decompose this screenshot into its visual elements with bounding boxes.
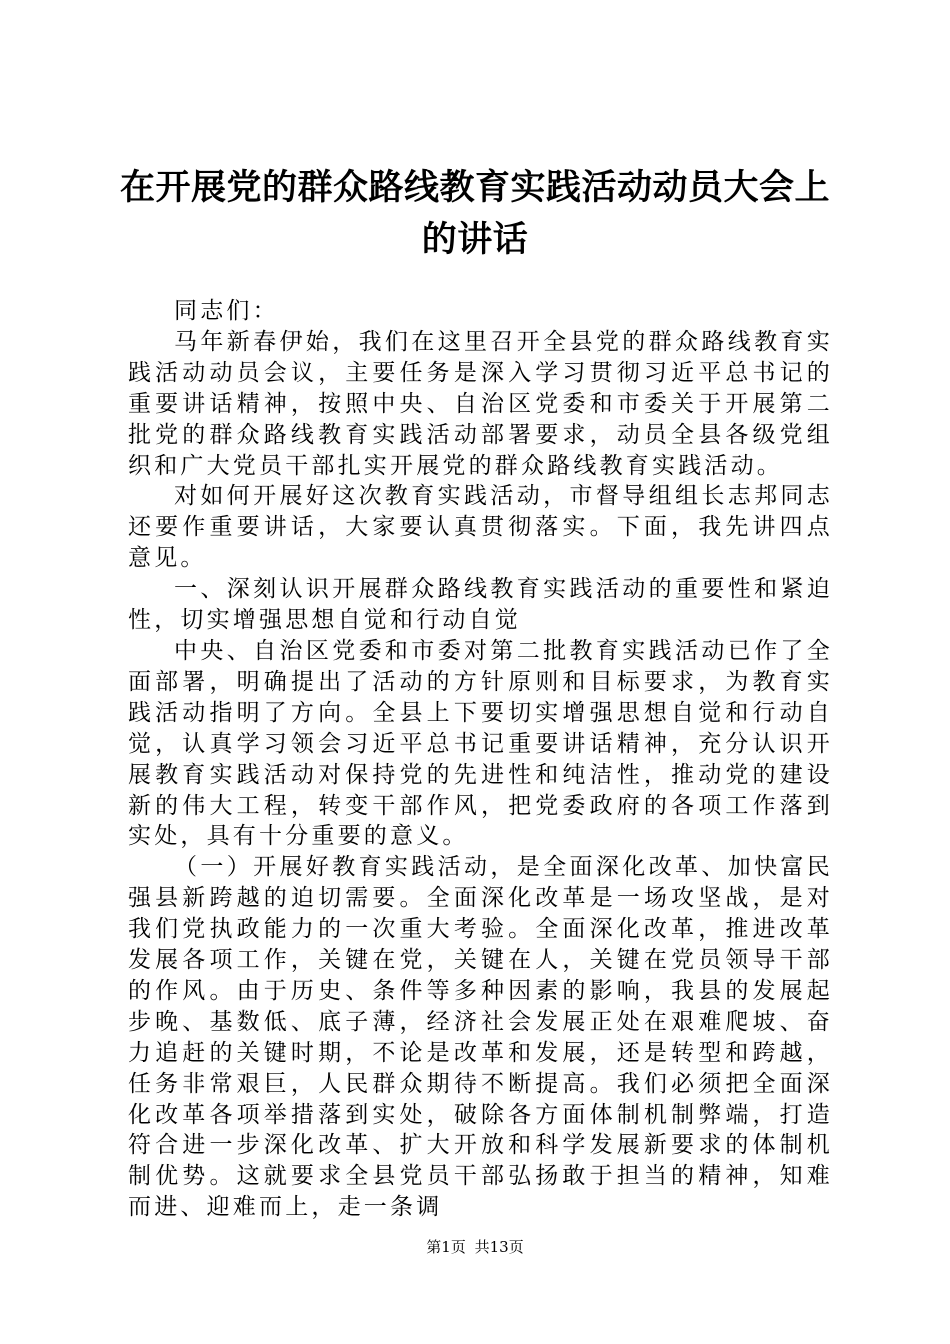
- paragraph-subsection-1: （一）开展好教育实践活动，是全面深化改革、加快富民强县新跨越的迫切需要。全面深化改革是一场攻坚战，是对我们党执政能力的一次重大考验。全面深化改革，推进改革发展各项工作，关键在党，关键在人，关键在党员领导干部的作风。由于历史、条件等多种因素的影响，我县的发展起步晚、基数低、底子薄，经济社会发展正处在艰难爬坡、奋力追赶的关键时期，不论是改革和发展，还是转型和跨越，任务非常艰巨，人民群众期待不断提高。我们必须把全面深化改革各项举措落到实处，破除各方面体制机制弊端，打造符合进一步深化改革、扩大开放和科学发展新要求的体制机制优势。这就要求全县党员干部弘扬敢于担当的精神，知难而进、迎难而上，走一条调: [128, 854, 833, 1221]
- document-body: [128, 296, 833, 1223]
- paragraph-section-1: 中央、自治区党委和市委对第二批教育实践活动已作了全面部署，明确提出了活动的方针原则和目标要求，为教育实践活动指明了方向。全县上下要切实增强思想自觉和行动自觉，认真学习领会习近平总书记重要讲话精神，充分认识开展教育实践活动对保持党的先进性和纯洁性，推动党的建设新的伟大工程，转变干部作风，把党委政府的各项工作落到实处，具有十分重要的意义。: [128, 637, 833, 850]
- page-footer: [0, 1237, 950, 1257]
- paragraph-intro: 马年新春伊始，我们在这里召开全县党的群众路线教育实践活动动员会议，主要任务是深入学习贯彻习近平总书记的重要讲话精神，按照中央、自治区党委和市委关于开展第二批党的群众路线教育实践活动部署要求，动员全县各级党组织和广大党员干部扎实开展党的群众路线教育实践活动。: [128, 328, 833, 479]
- paragraph-agenda: 对如何开展好这次教育实践活动，市督导组组长志邦同志还要作重要讲话，大家要认真贯彻落实。下面，我先讲四点意见。: [128, 483, 833, 572]
- page-total: 共13页: [474, 1238, 524, 1256]
- document-title: 在开展党的群众路线教育实践活动动员大会上的讲话: [119, 168, 830, 260]
- section-heading-1: 一、深刻认识开展群众路线教育实践活动的重要性和紧迫性，切实增强思想自觉和行动自觉: [128, 576, 833, 634]
- page-number: 第1页: [426, 1238, 466, 1256]
- salutation: 同志们：: [174, 298, 279, 324]
